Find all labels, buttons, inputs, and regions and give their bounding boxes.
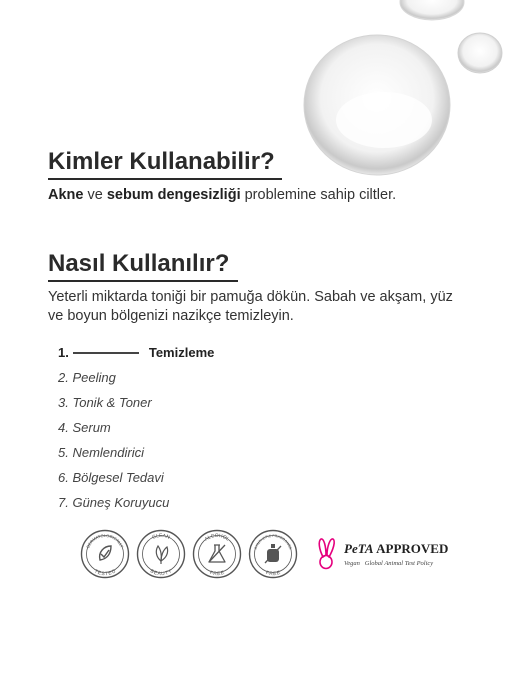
routine-steps-list (58, 340, 458, 515)
step-item (58, 440, 458, 465)
svg-text:FREE (265, 570, 282, 578)
dermatologically-tested-badge (80, 529, 130, 579)
step-item (58, 490, 458, 515)
svg-text:CLEAN (151, 533, 171, 541)
step-label: Bölgesel Tedavi (72, 470, 164, 485)
badge-bottom-text: TESTED (93, 568, 117, 578)
step-number: 4. (58, 420, 69, 435)
how-to-use-text: Yeterli miktarda toniği bir pamuğa dökün. Sabah ve akşam, yüz ve boyun bölgenizi nazikçe temizleyin. (48, 289, 453, 324)
text-plain-rest: problemine sahip ciltler. (240, 187, 397, 203)
section-title-how-to-use: Nasıl Kullanılır? (48, 250, 230, 277)
synthetic-fragrance-free-badge (248, 529, 298, 579)
perfume-bottle-icon (265, 544, 281, 563)
step-number: 2. (58, 370, 69, 385)
title-underline (48, 178, 282, 180)
step-number: 1. (58, 345, 69, 360)
step-highlight-line (73, 352, 139, 354)
step-number: 3. (58, 395, 69, 410)
step-label: Güneş Koruyucu (72, 495, 170, 510)
step-label: Serum (72, 420, 111, 435)
peta-approved-logo (316, 537, 448, 571)
badge-top-text: ALCOHOL (203, 532, 231, 543)
step-label: Nemlendirici (72, 445, 144, 460)
badge-bottom-text: FREE (208, 569, 226, 578)
step-item (58, 415, 458, 440)
peta-title-b: APPROVED (373, 541, 449, 556)
step-number: 6. (58, 470, 69, 485)
leaves-icon (156, 546, 167, 564)
peta-subtitle: Vegan Global Animal Test Policy (344, 560, 434, 567)
text-plain-and: ve (83, 187, 107, 203)
text-bold-sebum: sebum dengesizliği (106, 187, 241, 203)
svg-text:FREE (209, 570, 226, 578)
peta-title (344, 541, 448, 557)
badge-bottom-text: BEAUTY (148, 568, 174, 578)
step-label: Temizleme (148, 345, 215, 360)
step-item (58, 465, 458, 490)
text-bold-acne: Akne (48, 187, 84, 203)
step-item (58, 390, 458, 415)
badge-bottom-text: FREE (264, 569, 282, 578)
alcohol-free-badge (192, 529, 242, 579)
bunny-icon (316, 537, 338, 571)
certification-badges (80, 528, 460, 580)
badge-top-text: SYNTHETIC FRAGRANCE (253, 533, 293, 550)
badge-top-text: CLEAN (151, 532, 171, 541)
step-item (58, 365, 458, 390)
title-underline (48, 280, 238, 282)
step-item-1 (58, 340, 458, 365)
step-label: Tonik & Toner (72, 395, 152, 410)
step-label: Peeling (72, 370, 116, 385)
flask-icon (209, 545, 225, 562)
peta-title-a: PeTA (344, 541, 374, 556)
leaf-check-icon (100, 546, 111, 560)
badge-top-text: DERMATOLOGICALLY (85, 532, 125, 549)
who-can-use-text (48, 186, 468, 205)
step-number: 5. (58, 445, 69, 460)
clean-beauty-badge (136, 529, 186, 579)
step-number: 7. (58, 495, 69, 510)
section-title-who-can-use: Kimler Kullanabilir? (48, 148, 275, 175)
